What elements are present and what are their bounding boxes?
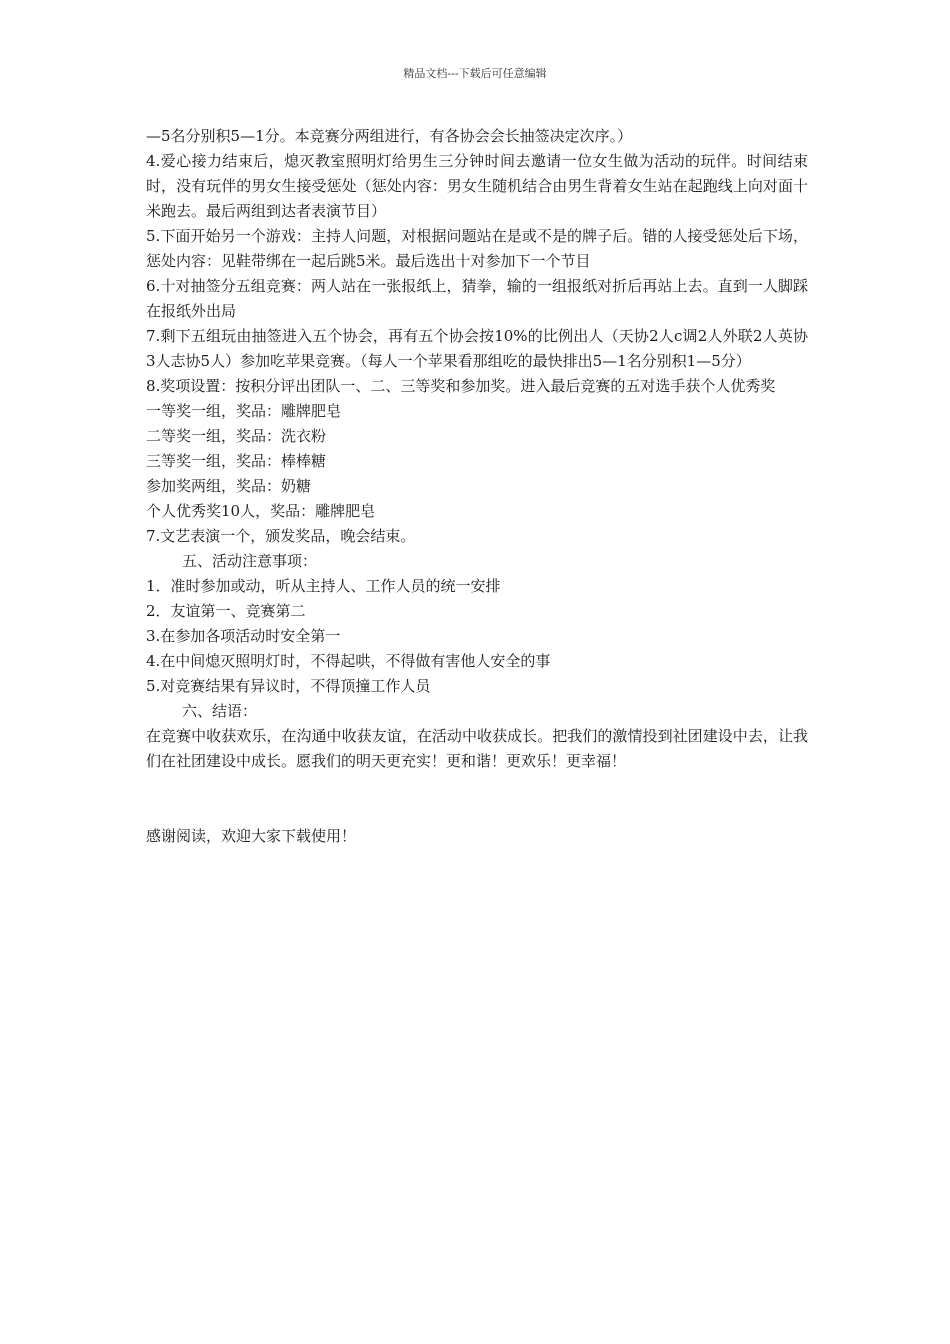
prize-line: 个人优秀奖10人，奖品：雕牌肥皂 (146, 502, 376, 520)
page-header: 精品文档---下载后可任意编辑 (403, 67, 547, 80)
closing-text: 感谢阅读，欢迎大家下载使用！ (146, 827, 357, 845)
paragraph: 8.奖项设置：按积分评出团队一、二、三等奖和参加奖。进入最后竞赛的五对选手获个人优秀奖 (146, 377, 776, 395)
list-item: 3.在参加各项活动时安全第一 (146, 627, 341, 645)
list-item: 4.在中间熄灭照明灯时，不得起哄，不得做有害他人安全的事 (146, 652, 551, 670)
paragraph: 4.爱心接力结束后，熄灭教室照明灯给男生三分钟时间去邀请一位女生做为活动的玩伴。时间结束时，没有玩伴的男女生接受惩处（惩处内容：男女生随机结合由男生背着女生站在起跑线上向对面十米跑去。最后两组到达者表演节目） (146, 152, 808, 220)
list-item: 1．准时参加或动，听从主持人、工作人员的统一安排 (146, 577, 501, 595)
prize-line: 参加奖两组，奖品：奶糖 (146, 477, 312, 495)
paragraph: 5.下面开始另一个游戏：主持人问题，对根据问题站在是或不是的牌子后。错的人接受惩处后下场，惩处内容：见鞋带绑在一起后跳5米。最后选出十对参加下一个节目 (146, 227, 808, 270)
section-heading-conclusion: 六、结语： (182, 702, 258, 720)
paragraph: 7.剩下五组玩由抽签进入五个协会，再有五个协会按10%的比例出人（天协2人c调2人外联2人英协3人志协5人）参加吃苹果竞赛。（每人一个苹果看那组吃的最快排出5—1名分别积1—5分） (146, 327, 808, 370)
prize-line: 一等奖一组，奖品：雕牌肥皂 (146, 402, 342, 420)
prize-line: 二等奖一组，奖品：洗衣粉 (146, 427, 327, 445)
paragraph: 7.文艺表演一个，颁发奖品，晚会结束。 (146, 527, 416, 545)
list-item: 2．友谊第一、竞赛第二 (146, 602, 306, 620)
paragraph: —5名分别积5—1分。本竞赛分两组进行，有各协会会长抽签决定次序。） (146, 127, 633, 145)
document-body (146, 124, 808, 849)
list-item: 5.对竞赛结果有异议时，不得顶撞工作人员 (146, 677, 431, 695)
spacer (146, 774, 808, 824)
prize-line: 三等奖一组，奖品：棒棒糖 (146, 452, 327, 470)
conclusion-text: 在竞赛中收获欢乐，在沟通中收获友谊，在活动中收获成长。把我们的激情投到社团建设中去，让我们在社团建设中成长。愿我们的明天更充实！更和谐！更欢乐！更幸福！ (146, 727, 808, 770)
paragraph: 6.十对抽签分五组竞赛：两人站在一张报纸上，猜拳，输的一组报纸对折后再站上去。直到一人脚踩在报纸外出局 (146, 277, 808, 320)
section-heading-notes: 五、活动注意事项： (182, 552, 318, 570)
